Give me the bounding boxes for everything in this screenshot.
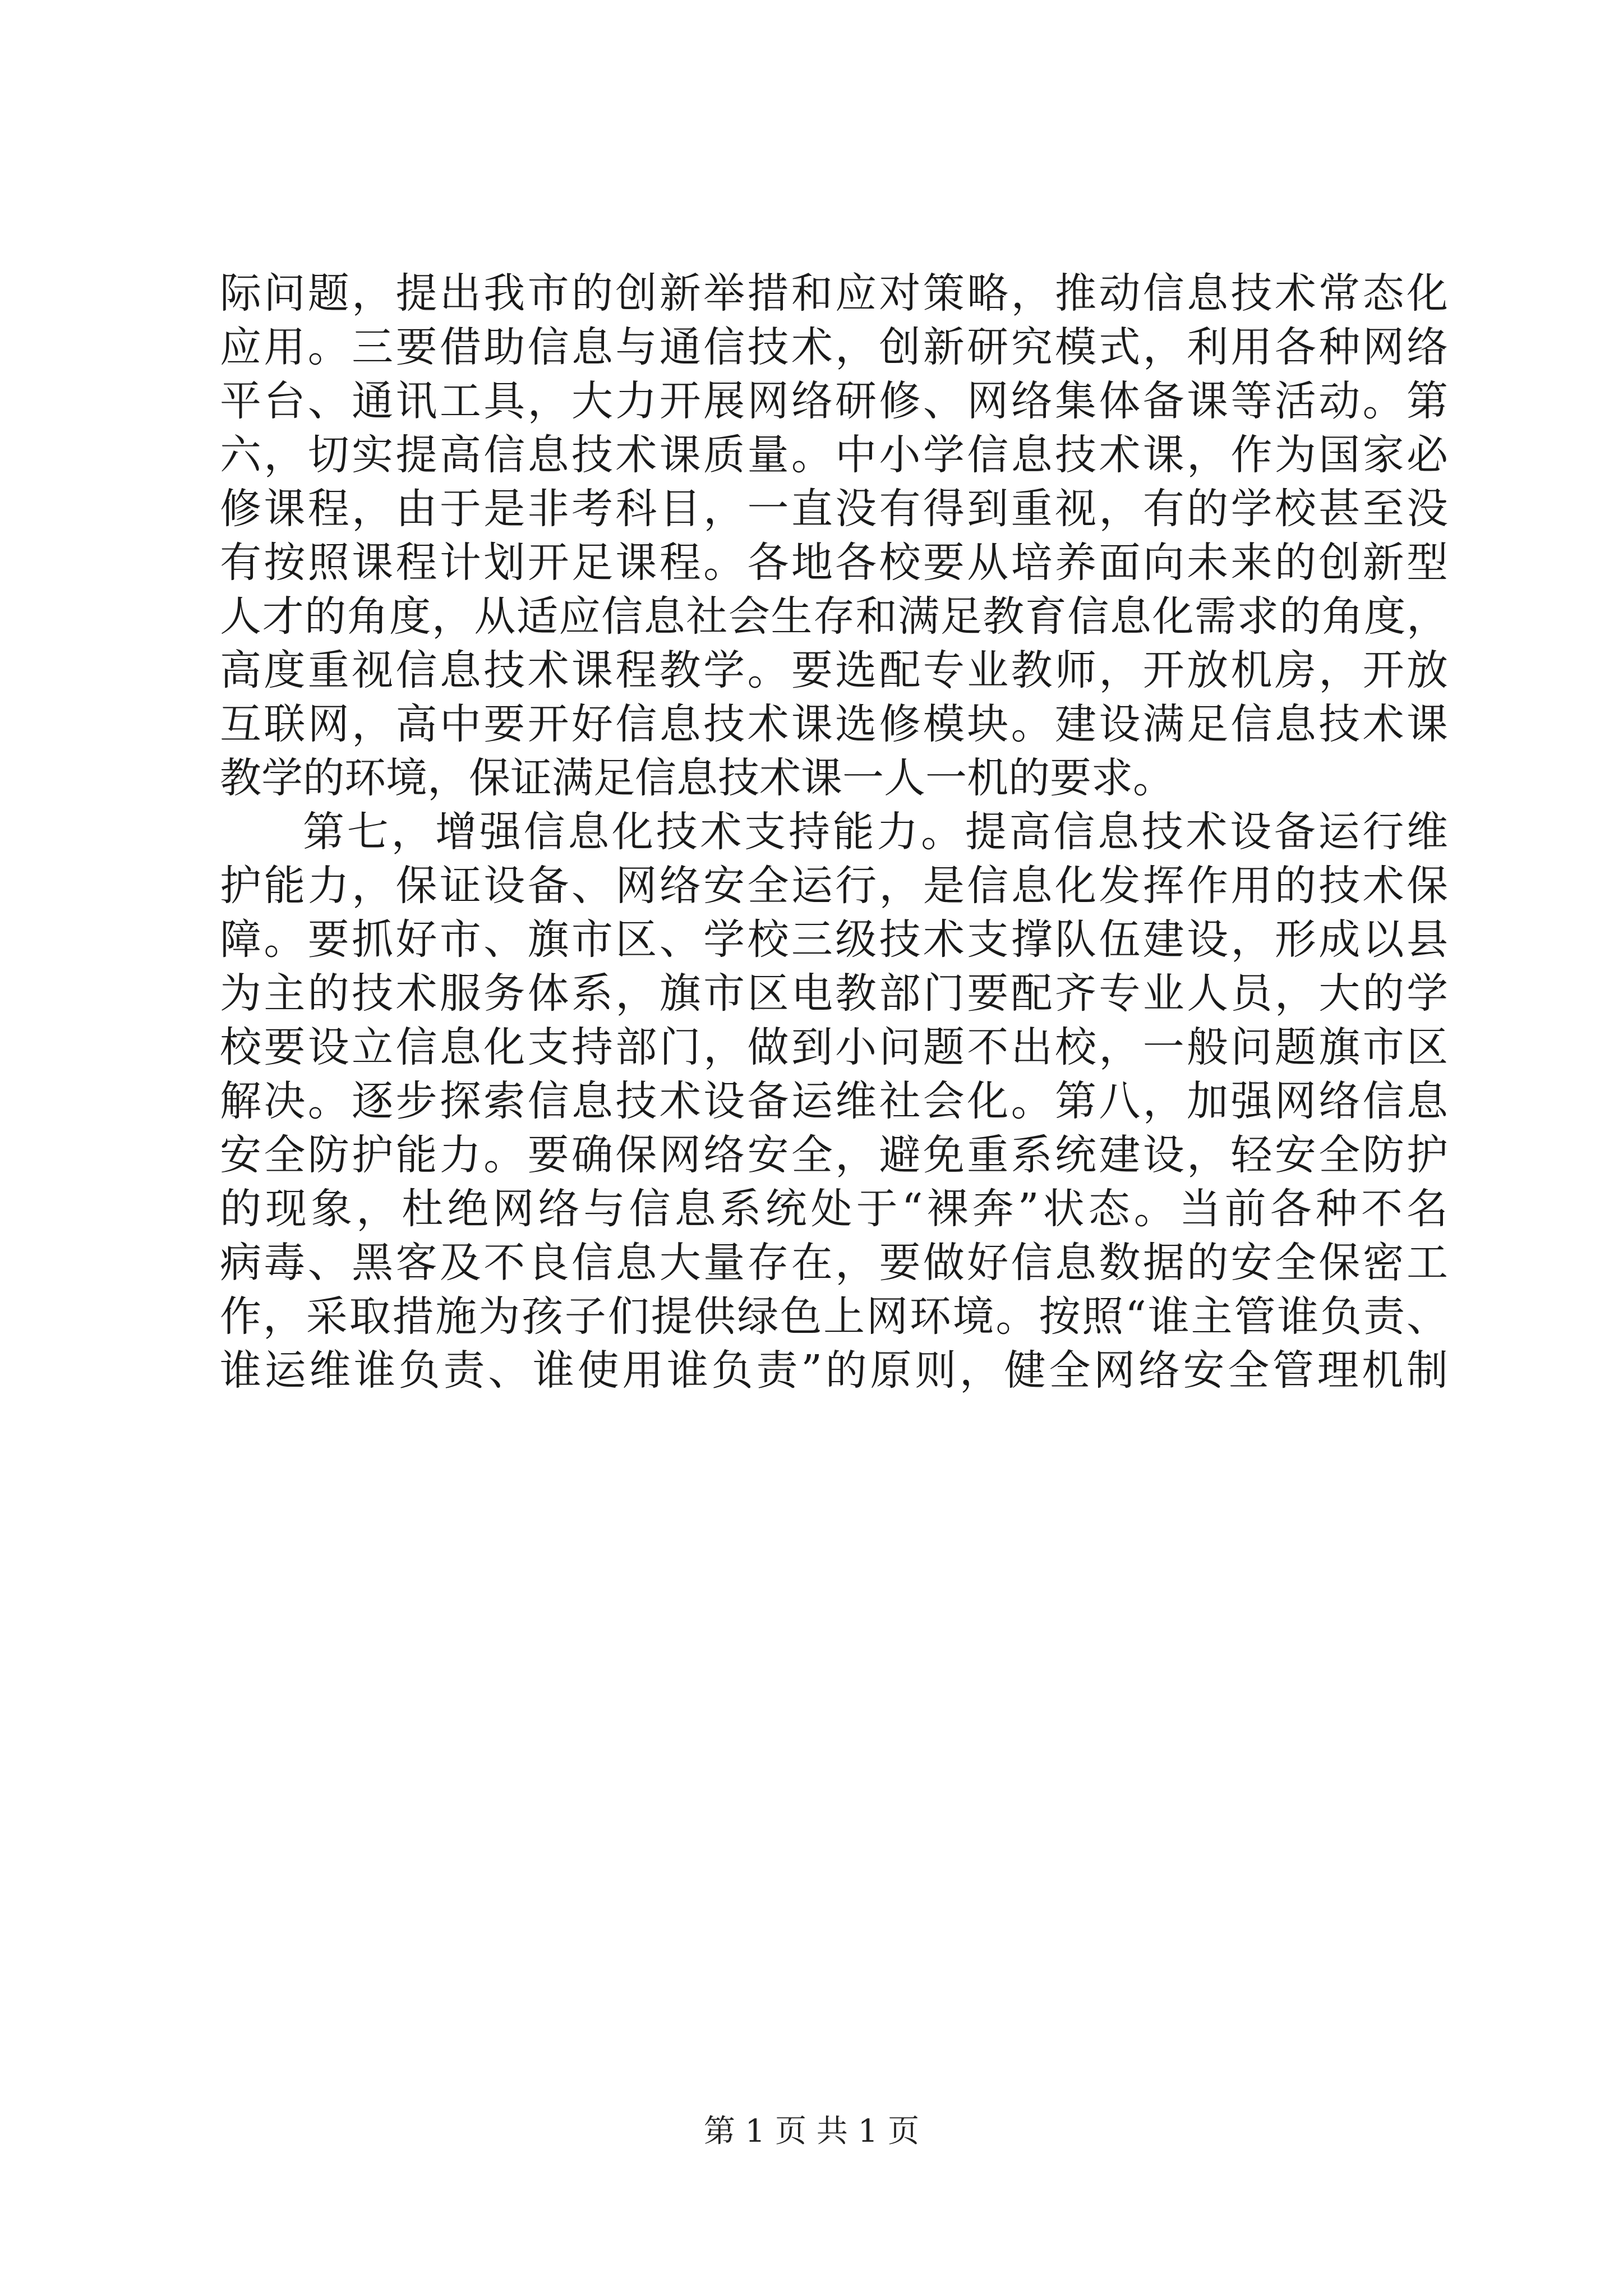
- page-footer: 第 1 页 共 1 页: [703, 2113, 920, 2150]
- text-line: 修课程，由于是非考科目，一直没有得到重视，有的学校甚至没: [220, 485, 1448, 533]
- text-line: 有按照课程计划开足课程。各地各校要从培养面向未来的创新型: [220, 539, 1448, 587]
- document-body: [220, 266, 1448, 1397]
- text-line: 六，切实提高信息技术课质量。中小学信息技术课，作为国家必: [220, 431, 1448, 479]
- text-line: 谁运维谁负责、谁使用谁负责”的原则，健全网络安全管理机制: [220, 1346, 1448, 1395]
- paragraph-first-line: 第七，增强信息化技术支持能力。提高信息技术设备运行维: [303, 808, 1448, 856]
- text-line: 病毒、黑客及不良信息大量存在，要做好信息数据的安全保密工: [220, 1239, 1448, 1287]
- text-line: 护能力，保证设备、网络安全运行，是信息化发挥作用的技术保: [220, 862, 1448, 910]
- text-line: 人才的角度，从适应信息社会生存和满足教育信息化需求的角度，: [220, 592, 1448, 641]
- text-line: 障。要抓好市、旗市区、学校三级技术支撑队伍建设，形成以县: [220, 915, 1448, 964]
- text-line: 解决。逐步探索信息技术设备运维社会化。第八，加强网络信息: [220, 1077, 1448, 1125]
- text-line: 际问题，提出我市的创新举措和应对策略，推动信息技术常态化: [220, 269, 1448, 318]
- text-line: 平台、通讯工具，大力开展网络研修、网络集体备课等活动。第: [220, 377, 1448, 425]
- text-line: 高度重视信息技术课程教学。要选配专业教师，开放机房，开放: [220, 646, 1448, 694]
- text-line: 的现象，杜绝网络与信息系统处于“裸奔”状态。当前各种不名: [220, 1185, 1448, 1233]
- text-line: 应用。三要借助信息与通信技术，创新研究模式，利用各种网络: [220, 323, 1448, 371]
- text-line: 作，采取措施为孩子们提供绿色上网环境。按照“谁主管谁负责、: [220, 1292, 1448, 1341]
- text-line: 互联网，高中要开好信息技术课选修模块。建设满足信息技术课: [220, 700, 1448, 748]
- text-line: 教学的环境，保证满足信息技术课一人一机的要求。: [220, 754, 1174, 802]
- text-line: 安全防护能力。要确保网络安全，避免重系统建设，轻安全防护: [220, 1131, 1448, 1179]
- text-line: 校要设立信息化支持部门，做到小问题不出校，一般问题旗市区: [220, 1023, 1448, 1071]
- text-line: 为主的技术服务体系，旗市区电教部门要配齐专业人员，大的学: [220, 969, 1448, 1018]
